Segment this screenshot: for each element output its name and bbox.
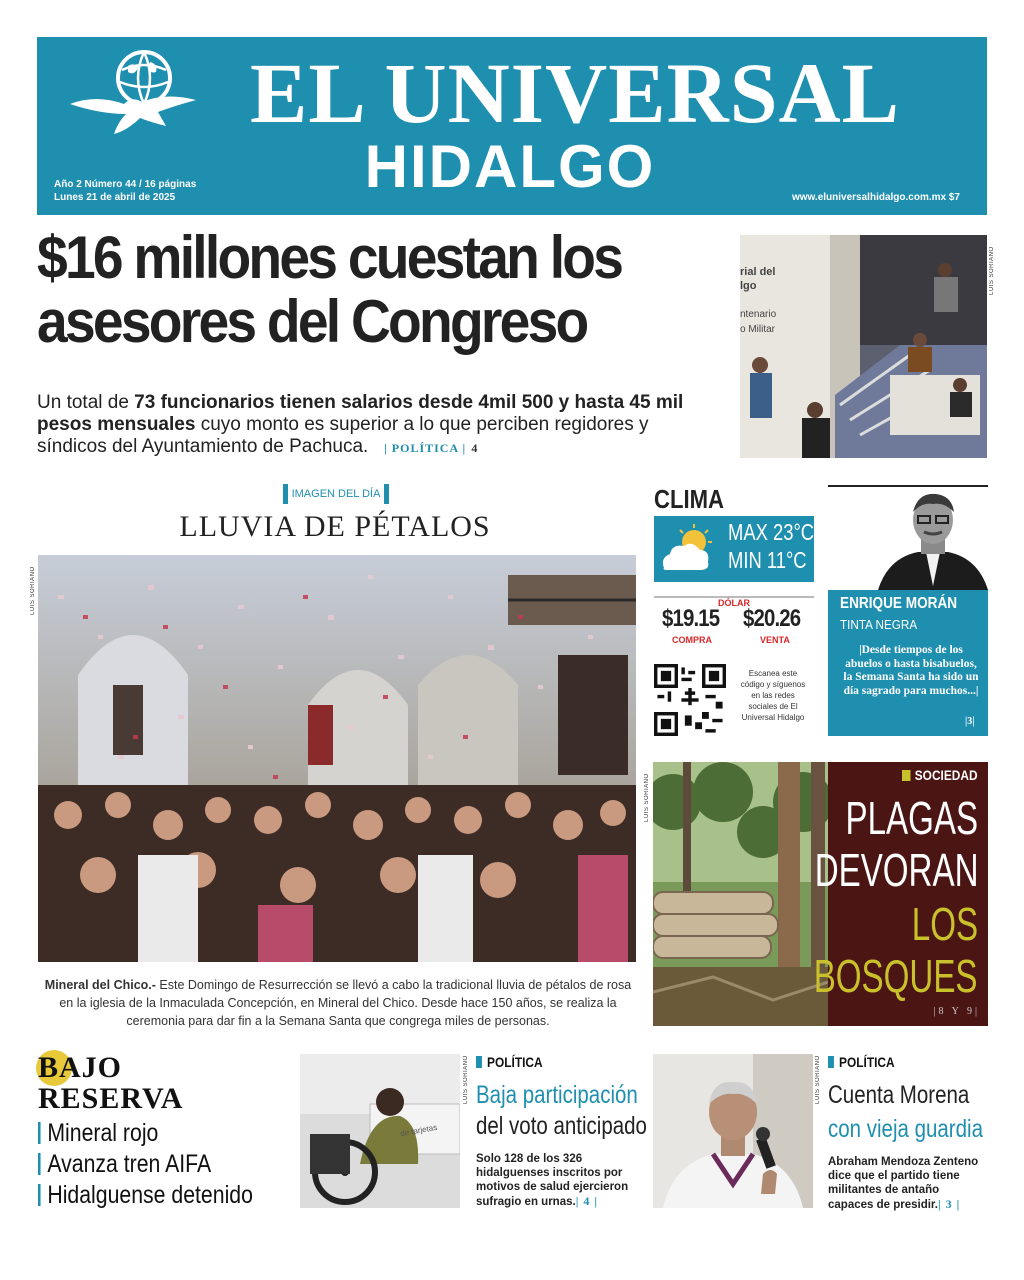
qr-code-icon[interactable] [654, 664, 726, 736]
columnist-page[interactable]: |3| [965, 716, 975, 727]
issue-info [54, 178, 196, 204]
bajo-reserva-title-1: BAJO [38, 1051, 123, 1084]
church-scene [38, 555, 636, 962]
sign-line-2: lgo [740, 280, 757, 292]
politica1-headline-2[interactable]: del voto anticipado [476, 1112, 647, 1140]
issue-date: Lunes 21 de abril de 2025 [54, 192, 176, 203]
columnist-name[interactable]: ENRIQUE MORÁN [840, 595, 958, 612]
section-ref[interactable]: | POLÍTICA | [384, 441, 467, 455]
politica2-body-text: Abraham Mendoza Zenteno dice que el partido tiene militantes de antaño capaces de presidir. [828, 1156, 979, 1211]
photo-credit: LUIS SORIANO [815, 1055, 821, 1104]
sign-line-3: ntenario [740, 309, 777, 320]
deck-text-bold: 73 funcionarios tienen salarios desde 4mil 500 y hasta 45 mil pesos mensuales [37, 392, 684, 435]
mendoza-scene [653, 1054, 813, 1208]
congress-sign [740, 265, 775, 293]
deck-text-pre: Un total de [37, 392, 135, 413]
petals-photo [38, 555, 636, 962]
politica2-page[interactable]: | 3 | [937, 1197, 961, 1211]
columnist-column: TINTA NEGRA [840, 617, 918, 632]
image-caption [40, 976, 636, 1030]
image-of-day-title[interactable]: LLUVIA DE PÉTALOS [179, 510, 491, 543]
columnist-quote[interactable]: |Desde tiempos de los abuelos o hasta bisabuelos, la Semana Santa ha sido un día sagrado para muchos...| [843, 644, 979, 697]
congress-photo [740, 235, 987, 458]
bajo-reserva-item[interactable]: Hidalguense detenido [38, 1180, 253, 1210]
qr-text: Escanea este código y síguenos en las redes sociales de El Universal Hidalgo [740, 669, 806, 722]
congress-scene [740, 235, 987, 458]
politica1-headline-1[interactable]: Baja participación [476, 1081, 638, 1109]
caption-text: Este Domingo de Resurrección se llevó a cabo la tradicional lluvia de pétalos de rosa en la iglesia de la Inmaculada Concepción, en Mineral del Chico. Desde hace 150 años, se realiza la ceremonia para dar fin a la Semana Santa que congrega miles de personas. [59, 978, 632, 1028]
politica2-body [828, 1155, 983, 1212]
bajo-reserva-title-2: RESERVA [38, 1082, 184, 1115]
politica2-headline-1[interactable]: Cuenta Morena [828, 1081, 970, 1109]
weather-max: MAX 23°C [728, 519, 815, 545]
bajo-reserva-item[interactable]: Avanza tren AIFA [38, 1149, 211, 1179]
congress-sign-2 [740, 307, 776, 337]
sociedad-headline-1[interactable]: PLAGAS [845, 792, 978, 844]
issue-number: Año 2 Número 44 / 16 páginas [54, 179, 197, 190]
politica1-body-text: Solo 128 de los 326 hidalguenses inscritos por motivos de salud ejercieron sufragio en urnas. [476, 1153, 629, 1208]
mendoza-photo [653, 1054, 813, 1208]
forest-scene [653, 762, 828, 1026]
politica1-page[interactable]: | 4 | [575, 1194, 598, 1208]
lead-headline[interactable]: $16 millones cuestan los asesores del Congreso [37, 224, 622, 355]
politica-label: POLÍTICA [476, 1054, 543, 1070]
exchange-buy-label: COMPRA [672, 635, 712, 645]
exchange-sell: $20.26 [743, 605, 801, 632]
politica-label: POLÍTICA [828, 1054, 895, 1070]
politica2-headline-2[interactable]: con vieja guardia [828, 1115, 983, 1143]
eagle-globe-logo-icon [66, 48, 200, 142]
photo-credit: LUIS SORIANO [989, 246, 995, 295]
photo-credit: LUIS SORIANO [463, 1055, 469, 1104]
sociedad-headline-4[interactable]: BOSQUES [814, 950, 978, 1002]
partly-cloudy-icon [654, 516, 720, 582]
page-ref[interactable]: 4 [471, 441, 478, 455]
weather-label: CLIMA [654, 484, 724, 514]
sociedad-headline-2[interactable]: DEVORAN [814, 844, 978, 896]
sign-line-1: rial del [740, 266, 776, 278]
exchange-buy: $19.15 [662, 605, 720, 632]
forest-photo [653, 762, 828, 1026]
photo-credit: LUIS SORIANO [30, 566, 36, 615]
sociedad-headline-3[interactable]: LOS [911, 898, 978, 950]
image-of-day-tag: IMAGEN DEL DÍA [283, 484, 389, 504]
photo-credit: LUIS SORIANO [644, 773, 650, 822]
exchange-sell-label: VENTA [760, 635, 790, 645]
exchange-label: DÓLAR [718, 598, 750, 608]
lead-deck [37, 392, 697, 459]
columnist-photo [878, 486, 988, 590]
sociedad-label: SOCIEDAD [902, 767, 978, 783]
politica1-body [476, 1152, 631, 1209]
caption-location: Mineral del Chico.- [44, 978, 156, 992]
voting-photo [300, 1054, 460, 1208]
masthead-title: EL UNIVERSAL [249, 45, 901, 141]
sign-line-4: o Militar [740, 324, 776, 335]
site-price[interactable]: www.eluniversalhidalgo.com.mx $7 [791, 192, 960, 203]
bajo-reserva-item[interactable]: Mineral rojo [38, 1118, 158, 1148]
weather-min: MIN 11°C [728, 547, 807, 573]
voting-photo-text: de tarjetas [399, 1122, 438, 1139]
deck-text-post: cuyo monto es superior a lo que perciben regidores y síndicos del Ayuntamiento de Pachuca. [37, 414, 649, 457]
masthead-subtitle: HIDALGO [364, 133, 656, 200]
sociedad-pages[interactable]: |8 Y 9| [933, 1006, 980, 1017]
